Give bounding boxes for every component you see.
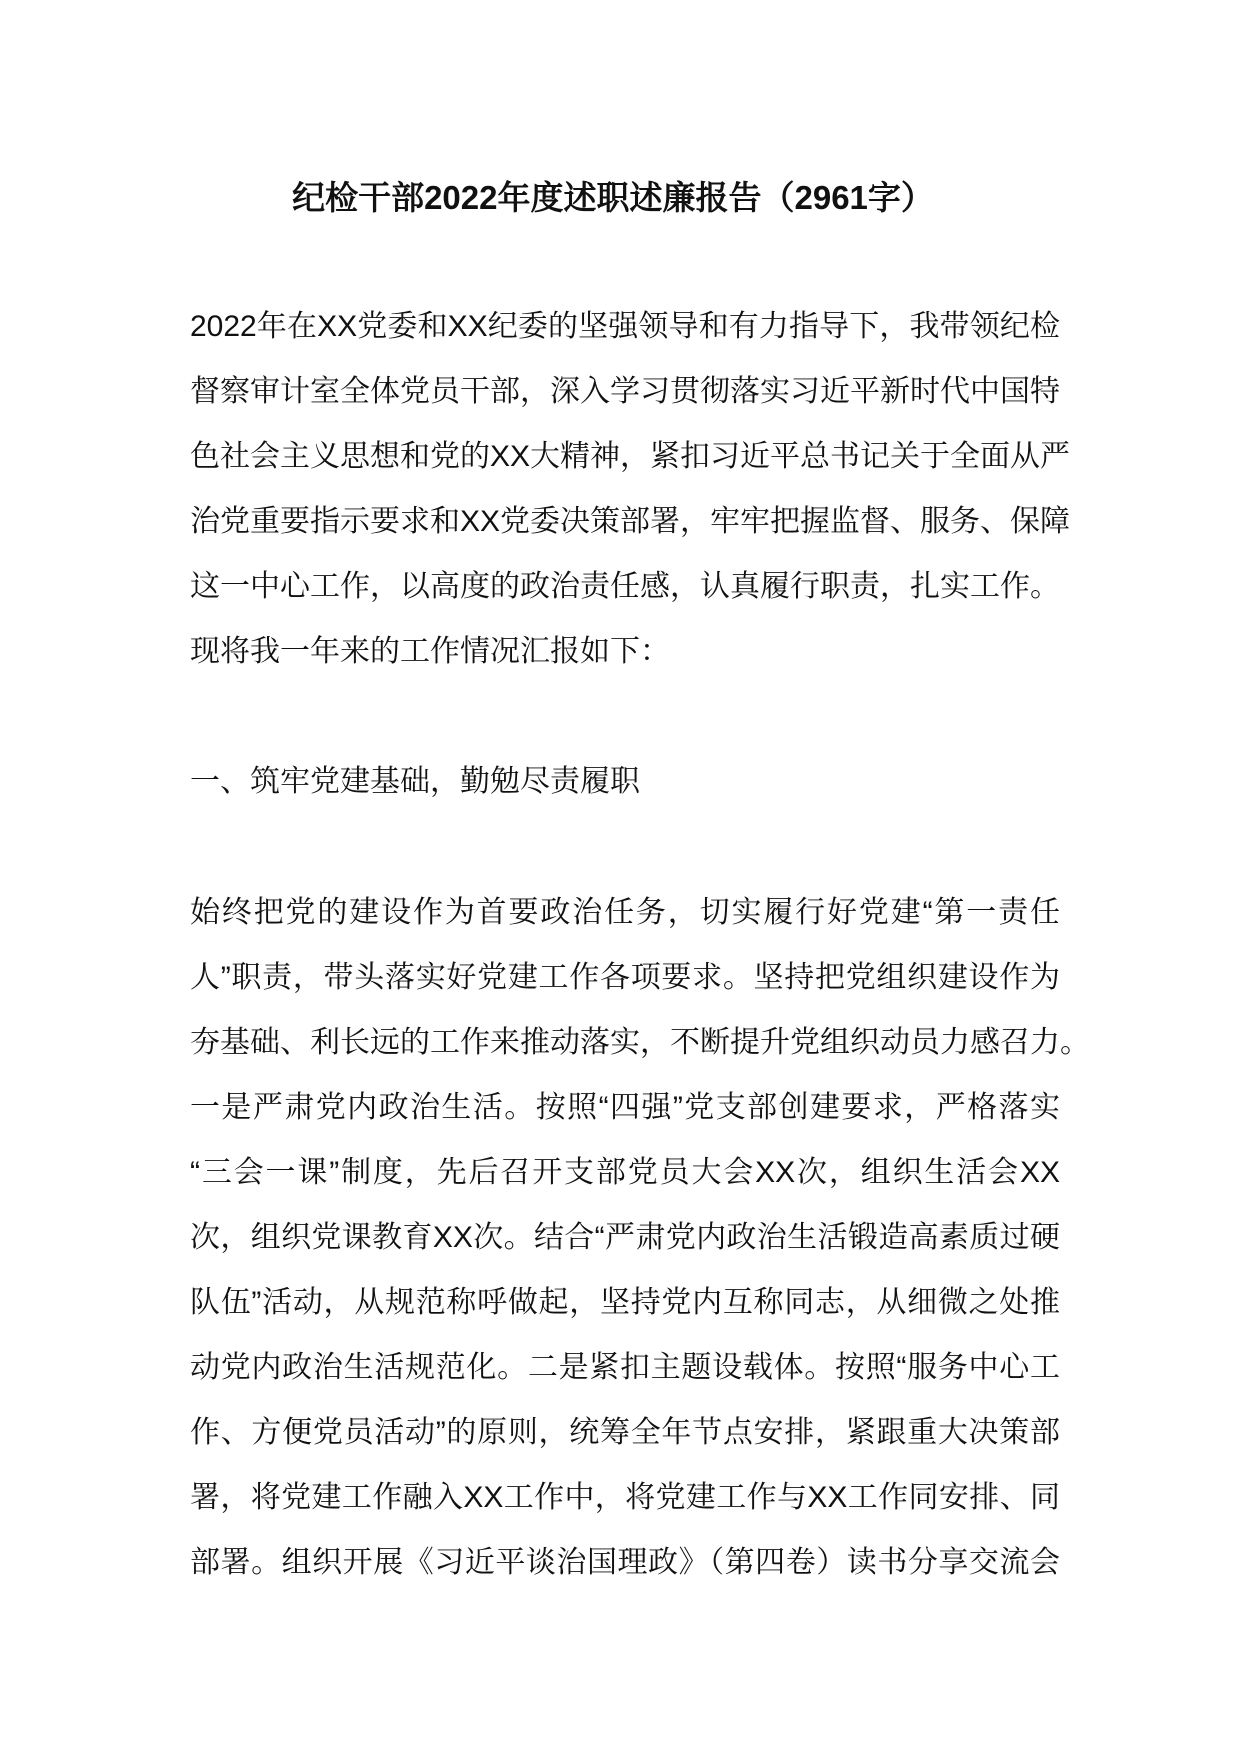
body-line: 署，将党建工作融入XX工作中，将党建工作与XX工作同安排、同 [190, 1481, 1060, 1514]
section-heading: 一、筑牢党建基础，勤勉尽责履职 [190, 765, 640, 798]
body-line: 人”职责，带头落实好党建工作各项要求。坚持把党组织建设作为 [190, 961, 1060, 994]
body-line: 部署。组织开展《习近平谈治国理政》（第四卷）读书分享交流会 [190, 1546, 1060, 1579]
document-title: 纪检干部2022年度述职述廉报告（2961字） [292, 179, 934, 216]
body-line: 次，组织党课教育XX次。结合“严肃党内政治生活锻造高素质过硬 [190, 1221, 1060, 1254]
intro-line: 治党重要指示要求和XX党委决策部署，牢牢把握监督、服务、保障 [190, 505, 1071, 538]
body-line: 动党内政治生活规范化。二是紧扣主题设载体。按照“服务中心工 [190, 1351, 1060, 1384]
body-line: 始终把党的建设作为首要政治任务，切实履行好党建“第一责任 [190, 896, 1060, 929]
body-line: 作、方便党员活动”的原则，统筹全年节点安排，紧跟重大决策部 [190, 1416, 1060, 1449]
intro-line: 督察审计室全体党员干部，深入学习贯彻落实习近平新时代中国特 [190, 375, 1060, 408]
body-line: 夯基础、利长远的工作来推动落实，不断提升党组织动员力感召力。 [190, 1026, 1090, 1059]
body-line: 队伍”活动，从规范称呼做起，坚持党内互称同志，从细微之处推 [190, 1286, 1060, 1319]
body-line: 一是严肃党内政治生活。按照“四强”党支部创建要求，严格落实 [190, 1091, 1060, 1124]
intro-line: 现将我一年来的工作情况汇报如下： [190, 635, 670, 668]
intro-line: 2022年在XX党委和XX纪委的坚强领导和有力指导下，我带领纪检 [190, 310, 1060, 343]
intro-line: 色社会主义思想和党的XX大精神，紧扣习近平总书记关于全面从严 [190, 440, 1071, 473]
body-line: “三会一课”制度，先后召开支部党员大会XX次，组织生活会XX [190, 1156, 1060, 1189]
intro-line: 这一中心工作，以高度的政治责任感，认真履行职责，扎实工作。 [190, 570, 1060, 603]
